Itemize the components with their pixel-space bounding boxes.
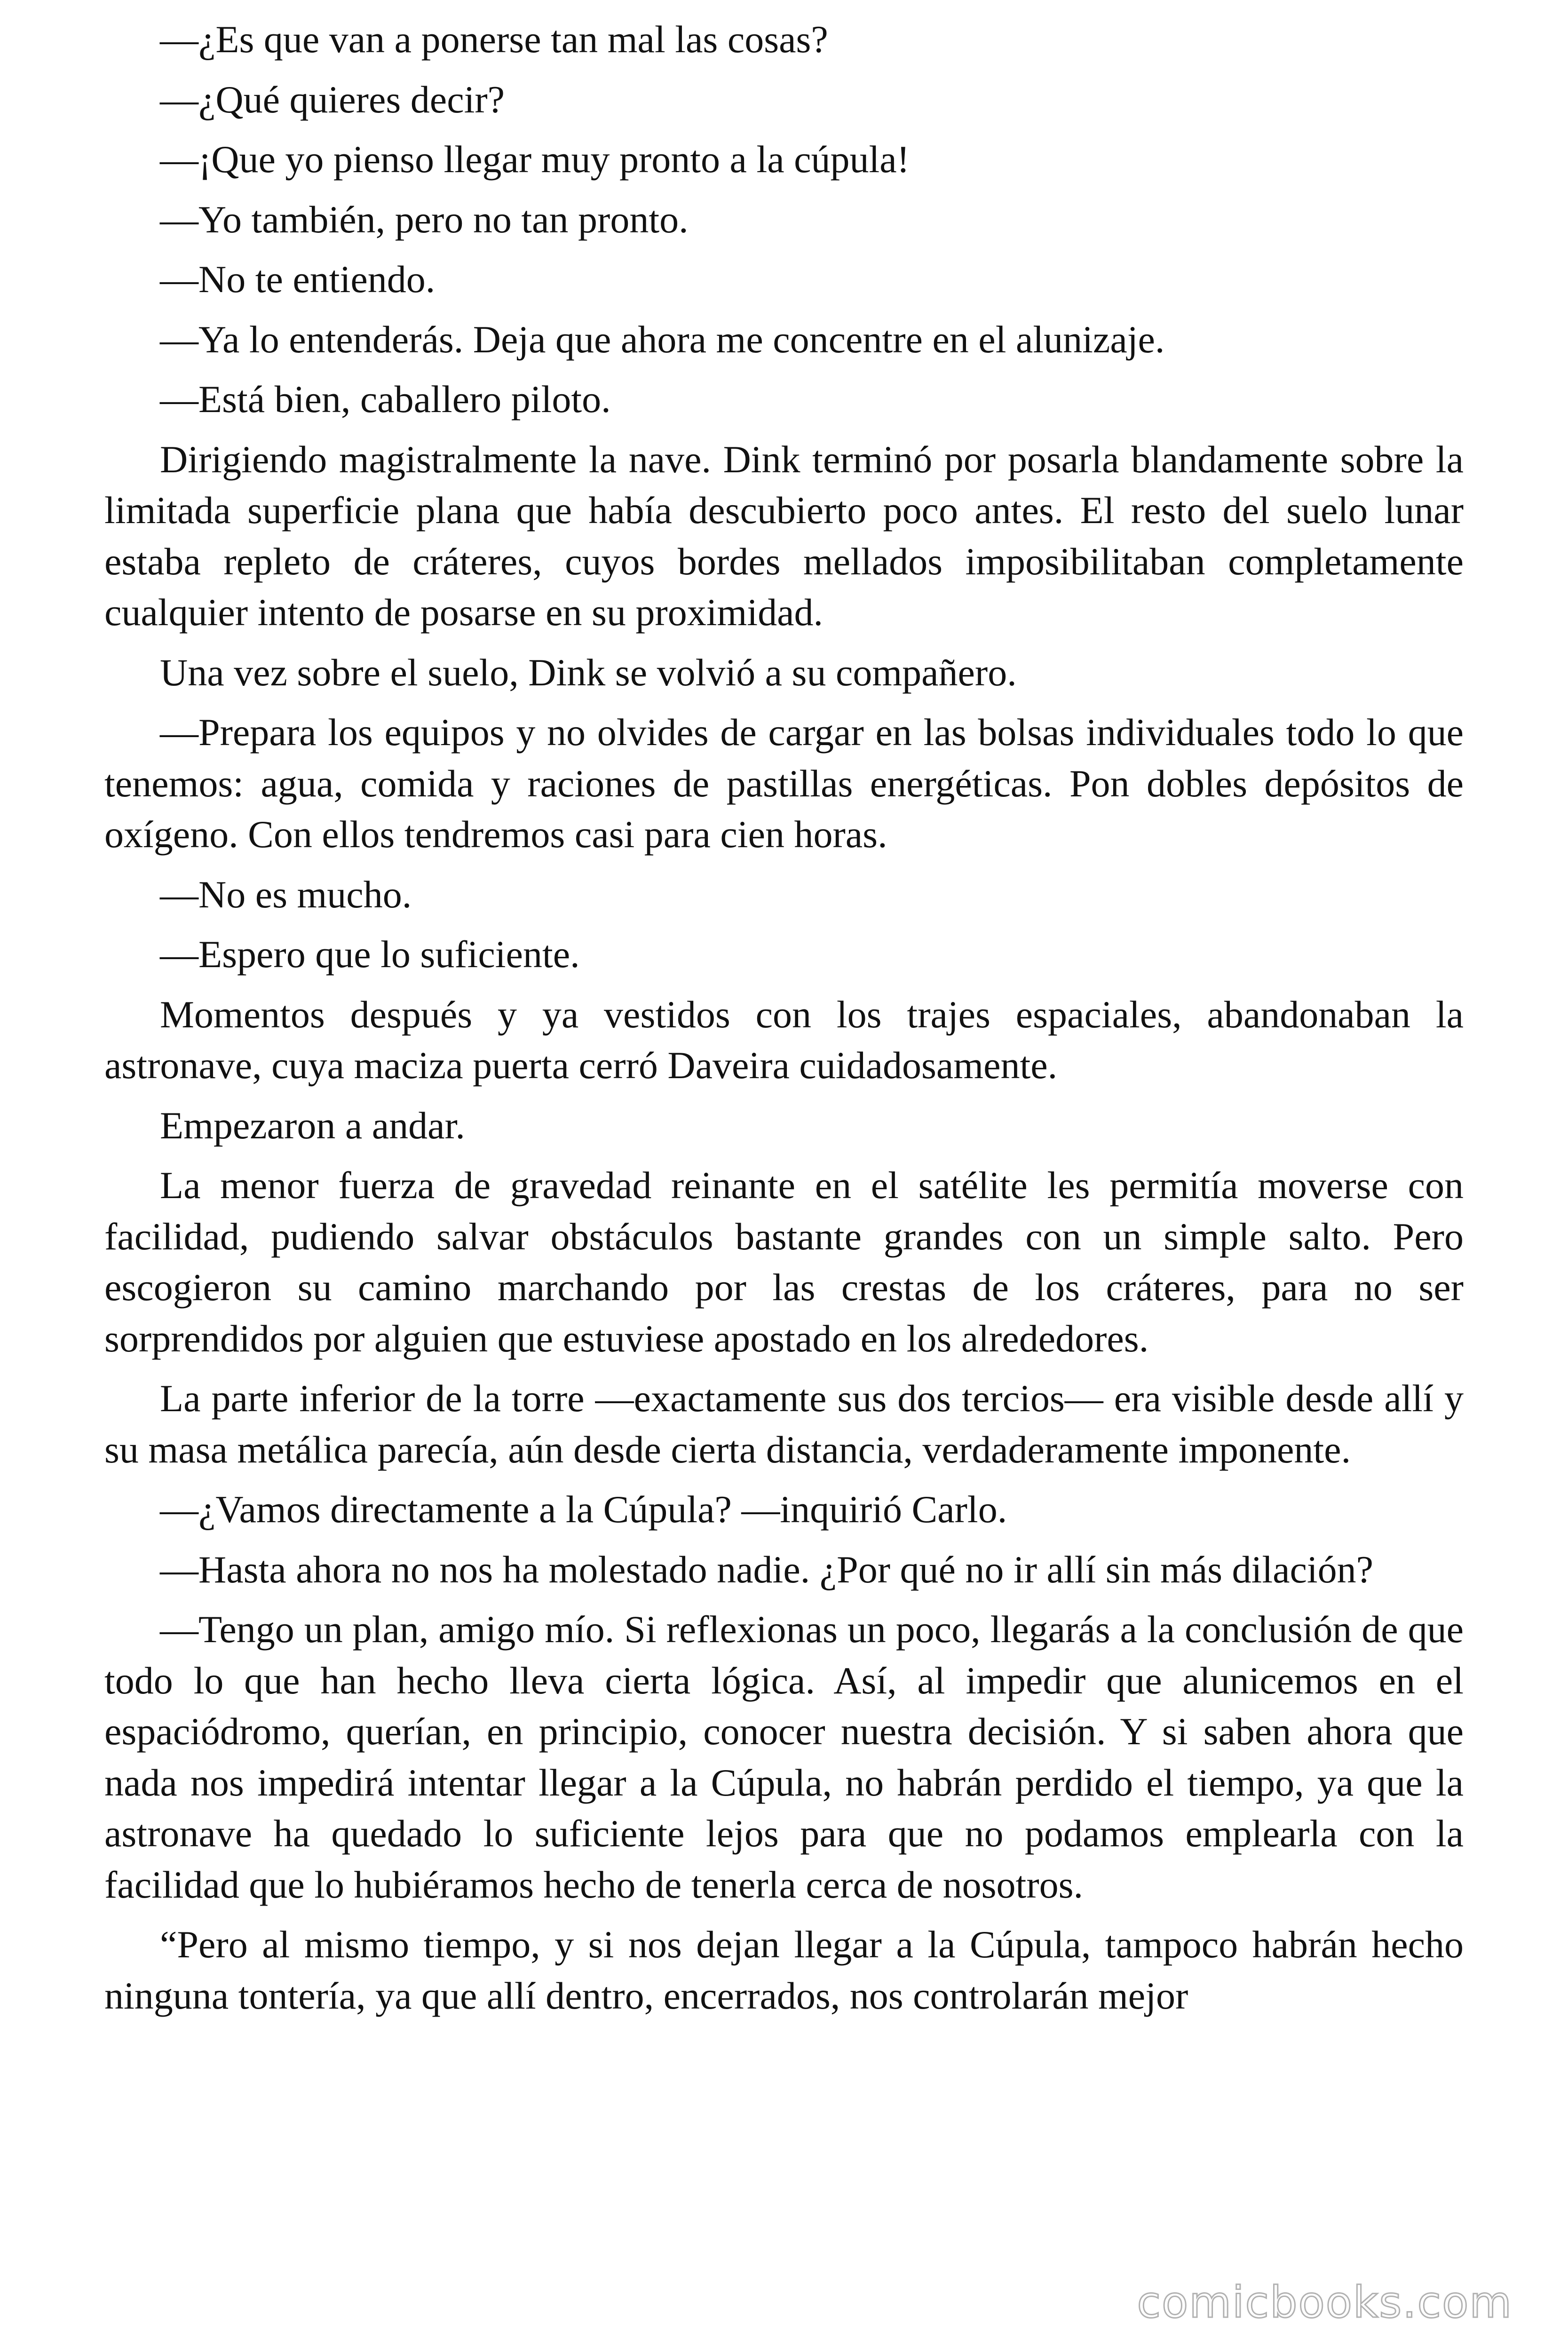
paragraph: —¿Qué quieres decir? [160, 78, 505, 121]
paragraph: “Pero al mismo tiempo, y si nos dejan llegar a la Cúpula, tampoco habrán hecho ninguna tontería, ya que allí dentro, encerrados, nos controlarán mejor [104, 1923, 1464, 2017]
paragraph: —¿Vamos directamente a la Cúpula? —inquirió Carlo. [160, 1488, 1007, 1531]
paragraph: —Tengo un plan, amigo mío. Si reflexionas un poco, llegarás a la conclusión de que todo lo que han hecho lleva cierta lógica. Así, al impedir que alunicemos en el espaciódromo, querían, en principio, conocer nuestra decisión. Y si saben ahora que nada nos impedirá intentar llegar a la Cúpula, no habrán perdido el tiempo, ya que la astronave ha quedado lo suficiente lejos para que no podamos emplearla con la facilidad que lo hubiéramos hecho de tenerla cerca de nosotros. [104, 1608, 1464, 1906]
book-page-text [104, 14, 1464, 2021]
paragraph: Empezaron a andar. [160, 1104, 465, 1147]
paragraph: —Hasta ahora no nos ha molestado nadie. ¿Por qué no ir allí sin más dilación? [160, 1548, 1374, 1591]
paragraph: —Ya lo entenderás. Deja que ahora me concentre en el alunizaje. [160, 318, 1165, 361]
paragraph: —¿Es que van a ponerse tan mal las cosas? [160, 18, 828, 61]
paragraph: —Yo también, pero no tan pronto. [160, 198, 689, 241]
paragraph: Una vez sobre el suelo, Dink se volvió a su compañero. [160, 651, 1017, 694]
paragraph: —No es mucho. [160, 873, 412, 916]
paragraph: —¡Que yo pienso llegar muy pronto a la cúpula! [160, 138, 910, 181]
paragraph: —Está bien, caballero piloto. [160, 378, 611, 421]
watermark: comicbooks.com [1137, 2277, 1513, 2328]
paragraph: —No te entiendo. [160, 258, 436, 301]
paragraph: —Prepara los equipos y no olvides de cargar en las bolsas individuales todo lo que tenemos: agua, comida y raciones de pastillas energéticas. Pon dobles depósitos de oxígeno. Con ellos tendremos casi para cien horas. [104, 711, 1464, 856]
paragraph: Momentos después y ya vestidos con los trajes espaciales, abandonaban la astronave, cuya maciza puerta cerró Daveira cuidadosamente. [104, 993, 1464, 1087]
paragraph: La parte inferior de la torre —exactamente sus dos tercios— era visible desde allí y su masa metálica parecía, aún desde cierta distancia, verdaderamente imponente. [104, 1377, 1464, 1471]
paragraph: —Espero que lo suficiente. [160, 933, 580, 976]
paragraph: La menor fuerza de gravedad reinante en el satélite les permitía moverse con facilidad, pudiendo salvar obstáculos bastante grandes con un simple salto. Pero escogieron su camino marchando por las crestas de los cráteres, para no ser sorprendidos por alguien que estuviese apostado en los alrededores. [104, 1164, 1464, 1360]
paragraph: Dirigiendo magistralmente la nave. Dink terminó por posarla blandamente sobre la limitada superficie plana que había descubierto poco antes. El resto del suelo lunar estaba repleto de cráteres, cuyos bordes mellados imposibilitaban completamente cualquier intento de posarse en su proximidad. [104, 437, 1464, 634]
